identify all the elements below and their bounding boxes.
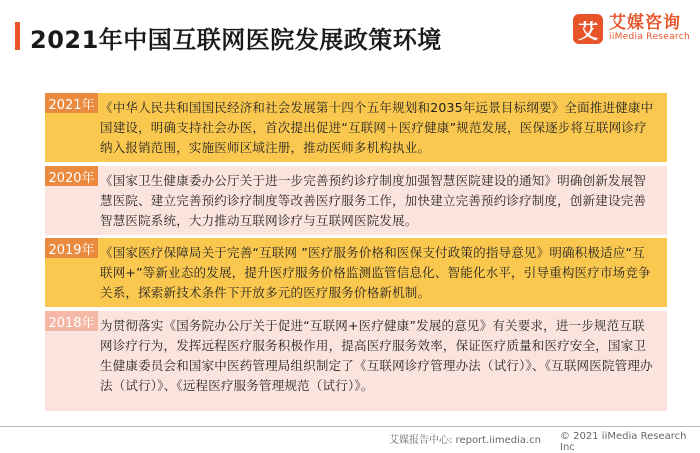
- logo-english-name: iiMedia Research: [609, 32, 690, 43]
- policy-text: 《国家卫生健康委办公厅关于进一步完善预约诊疗制度加强智慧医院建设的通知》明确创新发展智慧医院、建立完善预约诊疗制度等改善医疗服务工作，加快建立完善预约诊疗制度，创新建设完善智慧医院系统，大力推动互联网诊疗与互联网医院发展。: [100, 173, 647, 228]
- logo-text: [609, 15, 690, 42]
- policy-row-2021: [45, 93, 667, 162]
- policy-row-2020: [45, 166, 667, 235]
- logo-chinese-name: 艾媒咨询: [609, 13, 682, 34]
- footer-copyright: © 2021 iiMedia Research Inc: [560, 431, 687, 453]
- policy-text: 《国家医疗保障局关于完善“互联网 ”医疗服务价格和医保支付政策的指导意见》明确积极适应“互联网+”等新业态的发展，提升医疗服务价格监测监管信息化、智能化水平，引导重构医疗市场竞争关系，探索新技术条件下开放多元的医疗服务价格新机制。: [100, 245, 651, 300]
- policy-text: 《中华人民共和国国民经济和社会发展第十四个五年规划和2035年远景目标纲要》全面推进健康中国建设，明确支持社会办医，首次提出促进“互联网＋医疗健康”规范发展，医保逐步将互联网诊疗纳入报销范围，实施医师区域注册，推动医师多机构执业。: [100, 100, 654, 155]
- title-accent-bar: [15, 22, 20, 50]
- year-tag: 2018年: [45, 311, 98, 331]
- policy-row-2019: [45, 238, 667, 307]
- year-tag: 2021年: [45, 93, 98, 113]
- year-tag: 2019年: [45, 238, 98, 258]
- year-tag: 2020年: [45, 166, 98, 186]
- policy-text: 为贯彻落实《国务院办公厅关于促进“互联网+医疗健康”发展的意见》有关要求，进一步规范互联网诊疗行为，发挥远程医疗服务积极作用，提高医疗服务效率，保证医疗质量和医疗安全，国家卫生健康委员会和国家中医药管理局组织制定了《互联网诊疗管理办法（试行）》、《互联网医院管理办法（试行）》、《远程医疗服务管理规范（试行）》。: [100, 318, 653, 393]
- brand-logo: [573, 14, 690, 44]
- policy-row-2018: [45, 311, 667, 411]
- footer-divider: [0, 426, 700, 427]
- logo-mark-icon: 艾: [573, 14, 603, 44]
- page-title: 2021年中国互联网医院发展政策环境: [30, 26, 442, 54]
- footer-source: 艾媒报告中心: report.iimedia.cn: [389, 435, 541, 446]
